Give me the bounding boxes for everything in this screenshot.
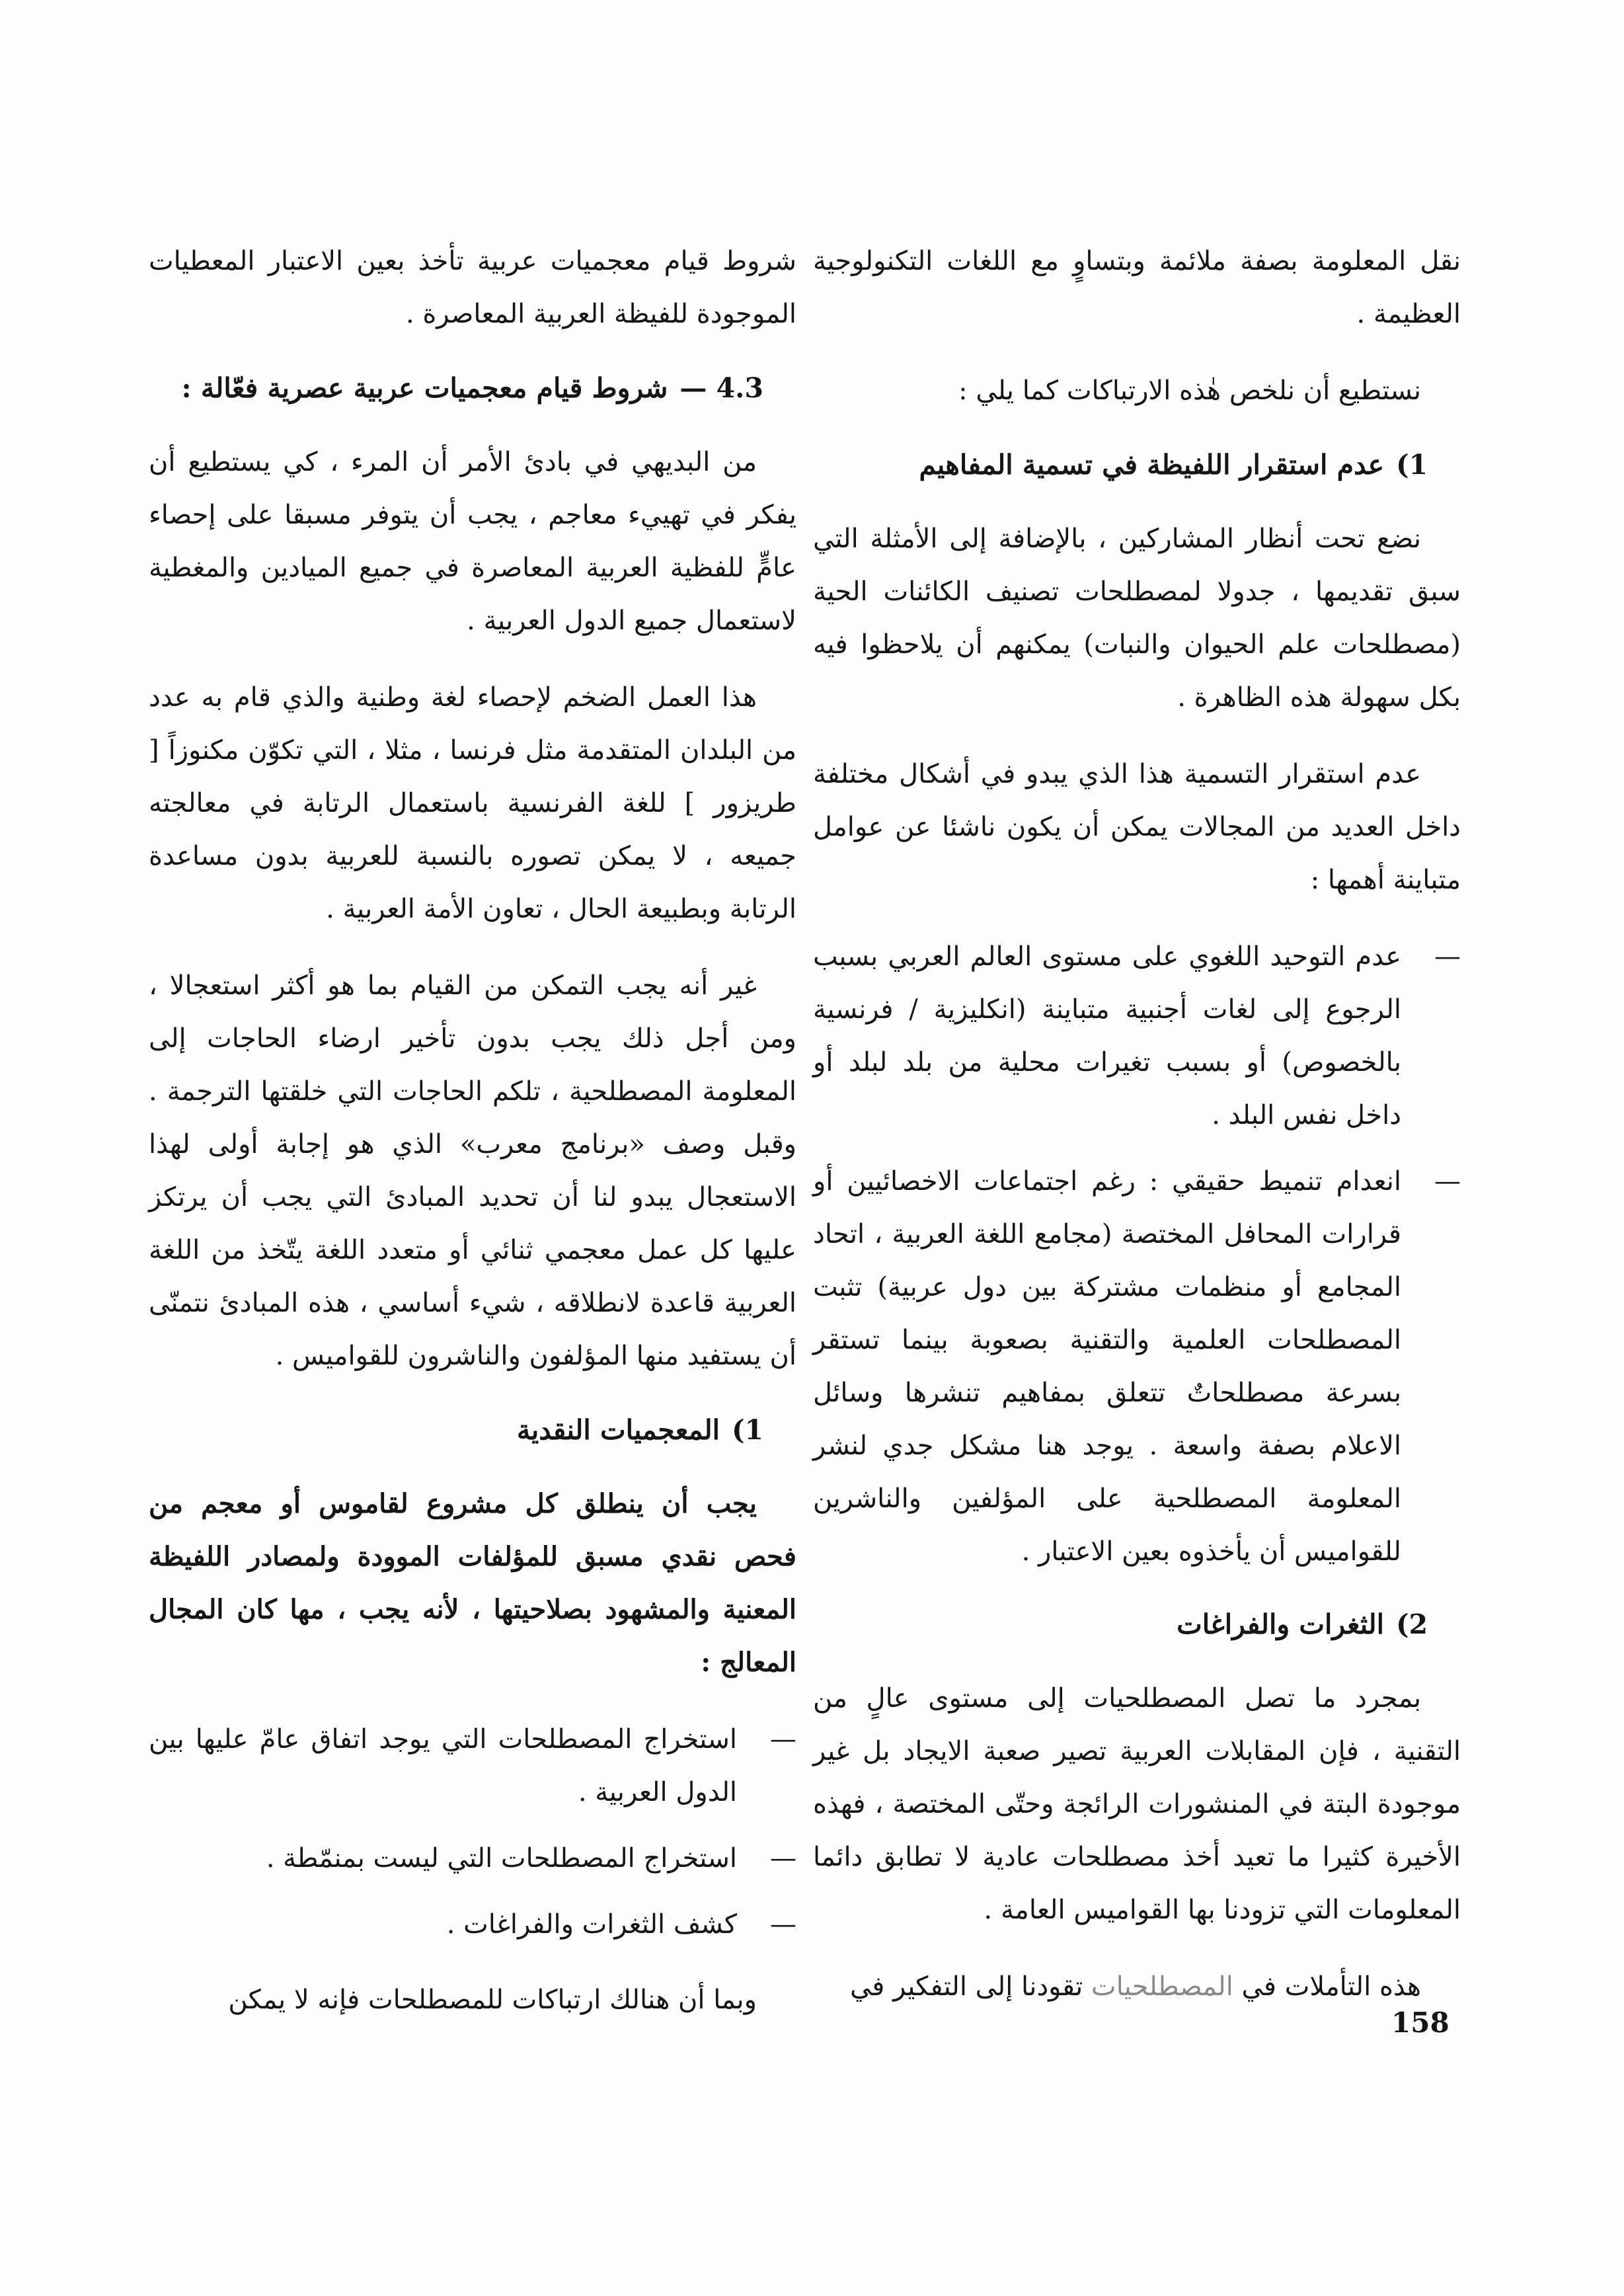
list-item-text: كشف الثغرات والفراغات . <box>446 1909 737 1940</box>
paragraph <box>813 1960 1461 2013</box>
paragraph: وبما أن هنالك ارتباكات للمصطلحات فإنه لا يمكن <box>228 1984 757 2015</box>
list-item <box>149 1713 796 1819</box>
paragraph: نضع تحت أنظار المشاركين ، بالإضافة إلى الأمثلة التي سبق تقديمها ، جدولا لمصطلحات تصنيف الكائنات الحية (مصطلحات علم الحيوان والنبات) يمكنهم أن يلاحظوا فيه بكل سهولة هذه الظاهرة . <box>813 523 1461 713</box>
paragraph: بمجرد ما تصل المصطلحيات إلى مستوى عالٍ من التقنية ، فإن المقابلات العربية تصير صعبة الايجاد بل غير موجودة البتة في المنشورات الرائجة وحتّى المختصة ، فهذه الأخيرة كثيرا ما تعيد أخذ مصطلحات عادية لا تطابق دائما المعلومات التي تزودنا بها القواميس العامة . <box>813 1682 1461 1925</box>
paragraph: من البديهي في بادئ الأمر أن المرء ، كي يستطيع أن يفكر في تهييء معاجم ، يجب أن يتوفر مسبقا على إحصاء عامٍّ للفظية العربية المعاصرة في جميع الميادين والمغطية لاستعمال جميع الدول العربية . <box>149 446 796 636</box>
list-item-text: انعدام تنميط حقيقي : رغم اجتماعات الاخصائيين أو قرارات المحافل المختصة (مجامع اللغة العربية ، اتحاد المجامع أو منظمات مشتركة بين دول عربية) تثبت المصطلحات العلمية والتقنية بصعوبة بينما تستقر بسرعة مصطلحاتٌ تتعلق بمفاهيم تنشرها وسائل الاعلام بصفة واسعة . يوجد هنا مشكل جدي لنشر المعلومة المصطلحية على المؤلفين والناشرين للقواميس أن يأخذوه بعين الاعتبار . <box>813 1166 1401 1567</box>
faded-text-run: المصطلحيات <box>1091 1971 1233 2002</box>
section-number: 4.3 — <box>679 372 763 404</box>
section-heading <box>813 1601 1428 1649</box>
bullet-list <box>813 930 1461 1578</box>
section-heading <box>149 364 763 413</box>
text-run: هذه التأملات في <box>1241 1971 1421 2002</box>
paragraph: نستطيع أن نلخص هٰذه الارتباكات كما يلي : <box>958 376 1421 406</box>
list-item-text: عدم التوحيد اللغوي على مستوى العالم العربي بسبب الرجوع إلى لغات أجنبية متباينة (انكليزية / فرنسية بالخصوص) أو بسبب تغيرات محلية من بلد لبلد أو داخل نفس البلد . <box>813 941 1401 1130</box>
section-heading <box>813 441 1428 490</box>
list-item <box>813 1155 1461 1578</box>
section-number: 2) <box>1396 1608 1428 1640</box>
list-item <box>149 1832 796 1885</box>
section-title: الثغرات والفراغات <box>1177 1608 1385 1640</box>
paragraph: غير أنه يجب التمكن من القيام بما هو أكثر استعجالا ، ومن أجل ذلك يجب بدون تأخير ارضاء الحاجات إلى المعلومة المصطلحية ، تلكم الحاجات التي خلقتها الترجمة . وقبل وصف «برنامج معرب» الذي هو إجابة أولى لهذا الاستعجال يبدو لنا أن تحديد المبادئ التي يجب أن يرتكز عليها كل عمل معجمي ثنائي أو متعدد اللغة يتّخذ من اللغة العربية قاعدة لانطلاقه ، شيء أساسي ، هذه المبادئ نتمنّى أن يستفيد منها المؤلفون والناشرون للقواميس . <box>149 970 796 1371</box>
list-item <box>149 1898 796 1951</box>
section-number: 1) <box>732 1413 763 1446</box>
paragraph: شروط قيام معجميات عربية تأخذ بعين الاعتبار المعطيات الموجودة للفيظة العربية المعاصرة . <box>149 246 796 329</box>
dash-marker: — <box>1434 941 1461 972</box>
right-column <box>813 235 1461 2013</box>
section-title: عدم استقرار اللفيظة في تسمية المفاهيم <box>919 449 1385 481</box>
paragraph: هذا العمل الضخم لإحصاء لغة وطنية والذي قام به عدد من البلدان المتقدمة مثل فرنسا ، مثلا ، التي تكوّن مكنوزاً [ طريزور ] للغة الفرنسية باستعمال الرتابة في معالجته جميعه ، لا يمكن تصوره بالنسبة للعربية بدون مساعدة الرتابة وبطبيعة الحال ، تعاون الأمة العربية . <box>149 682 797 924</box>
section-title: شروط قيام معجميات عربية عصرية فعّالة : <box>181 372 668 404</box>
list-item-text: استخراج المصطلحات التي يوجد اتفاق عامّ عليها بين الدول العربية . <box>149 1723 737 1807</box>
section-title: المعجميات النقدية <box>516 1413 720 1446</box>
dash-marker: — <box>770 1909 796 1940</box>
paragraph: يجب أن ينطلق كل مشروع لقاموس أو معجم من فحص نقدي مسبق للمؤلفات الموودة ولمصادر اللفيظة المعنية والمشهود بصلاحيتها ، لأنه يجب ، مها كان المجال المعالج : <box>149 1487 796 1678</box>
paragraph: نقل المعلومة بصفة ملائمة وبتساوٍ مع اللغات التكنولوجية العظيمة . <box>813 246 1461 329</box>
page-number: 158 <box>1391 2006 1450 2039</box>
list-item-text: استخراج المصطلحات التي ليست بمنمّطة . <box>266 1842 737 1874</box>
dash-marker: — <box>1434 1166 1461 1197</box>
section-number: 1) <box>1396 449 1428 481</box>
dash-marker: — <box>770 1723 796 1755</box>
list-item <box>813 930 1461 1142</box>
text-run: تقودنا إلى التفكير في <box>849 1971 1083 2002</box>
paragraph: عدم استقرار التسمية هذا الذي يبدو في أشكال مختلفة داخل العديد من المجالات يمكن أن يكون ناشئا عن عوامل متباينة أهمها : <box>813 758 1461 895</box>
bullet-list <box>149 1713 796 1951</box>
section-heading <box>149 1406 763 1455</box>
left-column <box>149 235 796 2026</box>
dash-marker: — <box>770 1842 796 1874</box>
